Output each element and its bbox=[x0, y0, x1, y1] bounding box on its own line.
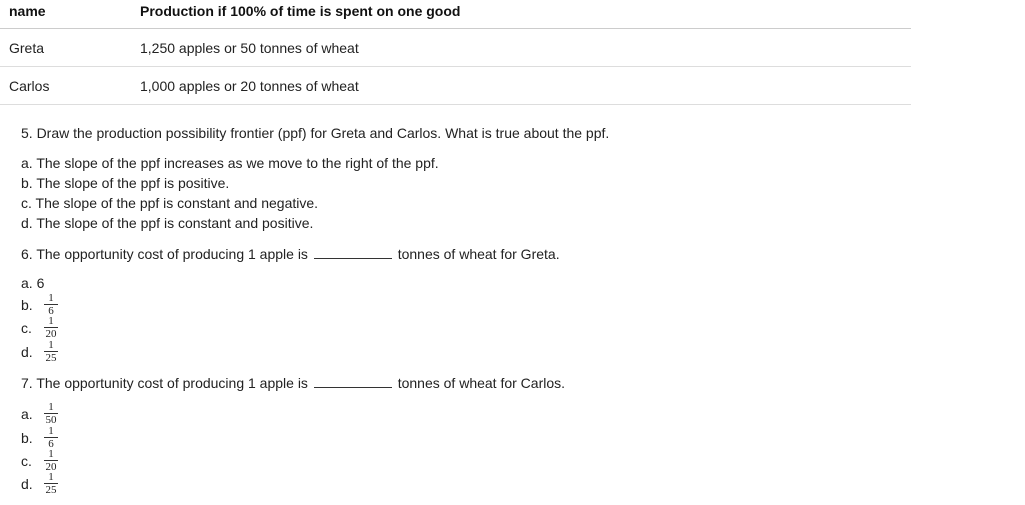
answer-blank bbox=[314, 245, 392, 259]
fraction-denominator: 25 bbox=[45, 352, 57, 364]
fraction-denominator: 50 bbox=[45, 414, 57, 426]
q5-option-a[interactable]: a. The slope of the ppf increases as we move to the right of the ppf. bbox=[21, 155, 439, 171]
fraction-numerator: 1 bbox=[48, 471, 54, 483]
header-name: name bbox=[9, 3, 46, 19]
question-6-text: 6. The opportunity cost of producing 1 apple is bbox=[21, 246, 308, 262]
fraction-numerator: 1 bbox=[48, 292, 54, 304]
option-letter: a. bbox=[21, 406, 33, 422]
answer-blank bbox=[314, 374, 392, 388]
option-letter: b. bbox=[21, 430, 33, 446]
table-row bbox=[0, 29, 911, 67]
question-7 bbox=[21, 374, 565, 391]
fraction bbox=[43, 293, 59, 316]
option-letter: d. bbox=[21, 344, 33, 360]
fraction-numerator: 1 bbox=[48, 425, 54, 437]
question-6 bbox=[21, 245, 560, 262]
table-header-row bbox=[0, 0, 911, 29]
table-cell-production: 1,000 apples or 20 tonnes of wheat bbox=[140, 78, 359, 94]
option-letter: c. bbox=[21, 453, 32, 469]
fraction-denominator: 20 bbox=[45, 328, 57, 340]
fraction-denominator: 20 bbox=[45, 461, 57, 473]
fraction-numerator: 1 bbox=[48, 315, 54, 327]
table-cell-production: 1,250 apples or 50 tonnes of wheat bbox=[140, 40, 359, 56]
fraction-denominator: 6 bbox=[48, 305, 54, 317]
option-letter: c. bbox=[21, 320, 32, 336]
fraction bbox=[43, 472, 59, 495]
production-table bbox=[0, 0, 911, 105]
q6-option-a[interactable]: a. 6 bbox=[21, 275, 45, 291]
fraction bbox=[43, 340, 59, 363]
option-letter: d. bbox=[21, 476, 33, 492]
fraction bbox=[43, 402, 59, 425]
question-6-suffix: tonnes of wheat for Greta. bbox=[397, 246, 560, 262]
fraction-denominator: 6 bbox=[48, 438, 54, 450]
q5-option-c[interactable]: c. The slope of the ppf is constant and negative. bbox=[21, 195, 319, 211]
fraction bbox=[43, 426, 59, 449]
q5-option-b[interactable]: b. The slope of the ppf is positive. bbox=[21, 175, 230, 191]
fraction-numerator: 1 bbox=[48, 448, 54, 460]
fraction bbox=[43, 449, 59, 472]
fraction bbox=[43, 316, 59, 339]
fraction-numerator: 1 bbox=[48, 401, 54, 413]
header-production: Production if 100% of time is spent on one good bbox=[140, 3, 461, 19]
table-cell-name: Carlos bbox=[9, 78, 50, 94]
fraction-denominator: 25 bbox=[45, 484, 57, 496]
q5-option-d[interactable]: d. The slope of the ppf is constant and positive. bbox=[21, 215, 314, 231]
option-letter: b. bbox=[21, 297, 33, 313]
question-7-text: 7. The opportunity cost of producing 1 apple is bbox=[21, 375, 308, 391]
fraction-numerator: 1 bbox=[48, 339, 54, 351]
table-cell-name: Greta bbox=[9, 40, 45, 56]
table-row bbox=[0, 67, 911, 105]
question-5: 5. Draw the production possibility frontier (ppf) for Greta and Carlos. What is true about the ppf. bbox=[21, 125, 610, 141]
question-7-suffix: tonnes of wheat for Carlos. bbox=[397, 375, 566, 391]
